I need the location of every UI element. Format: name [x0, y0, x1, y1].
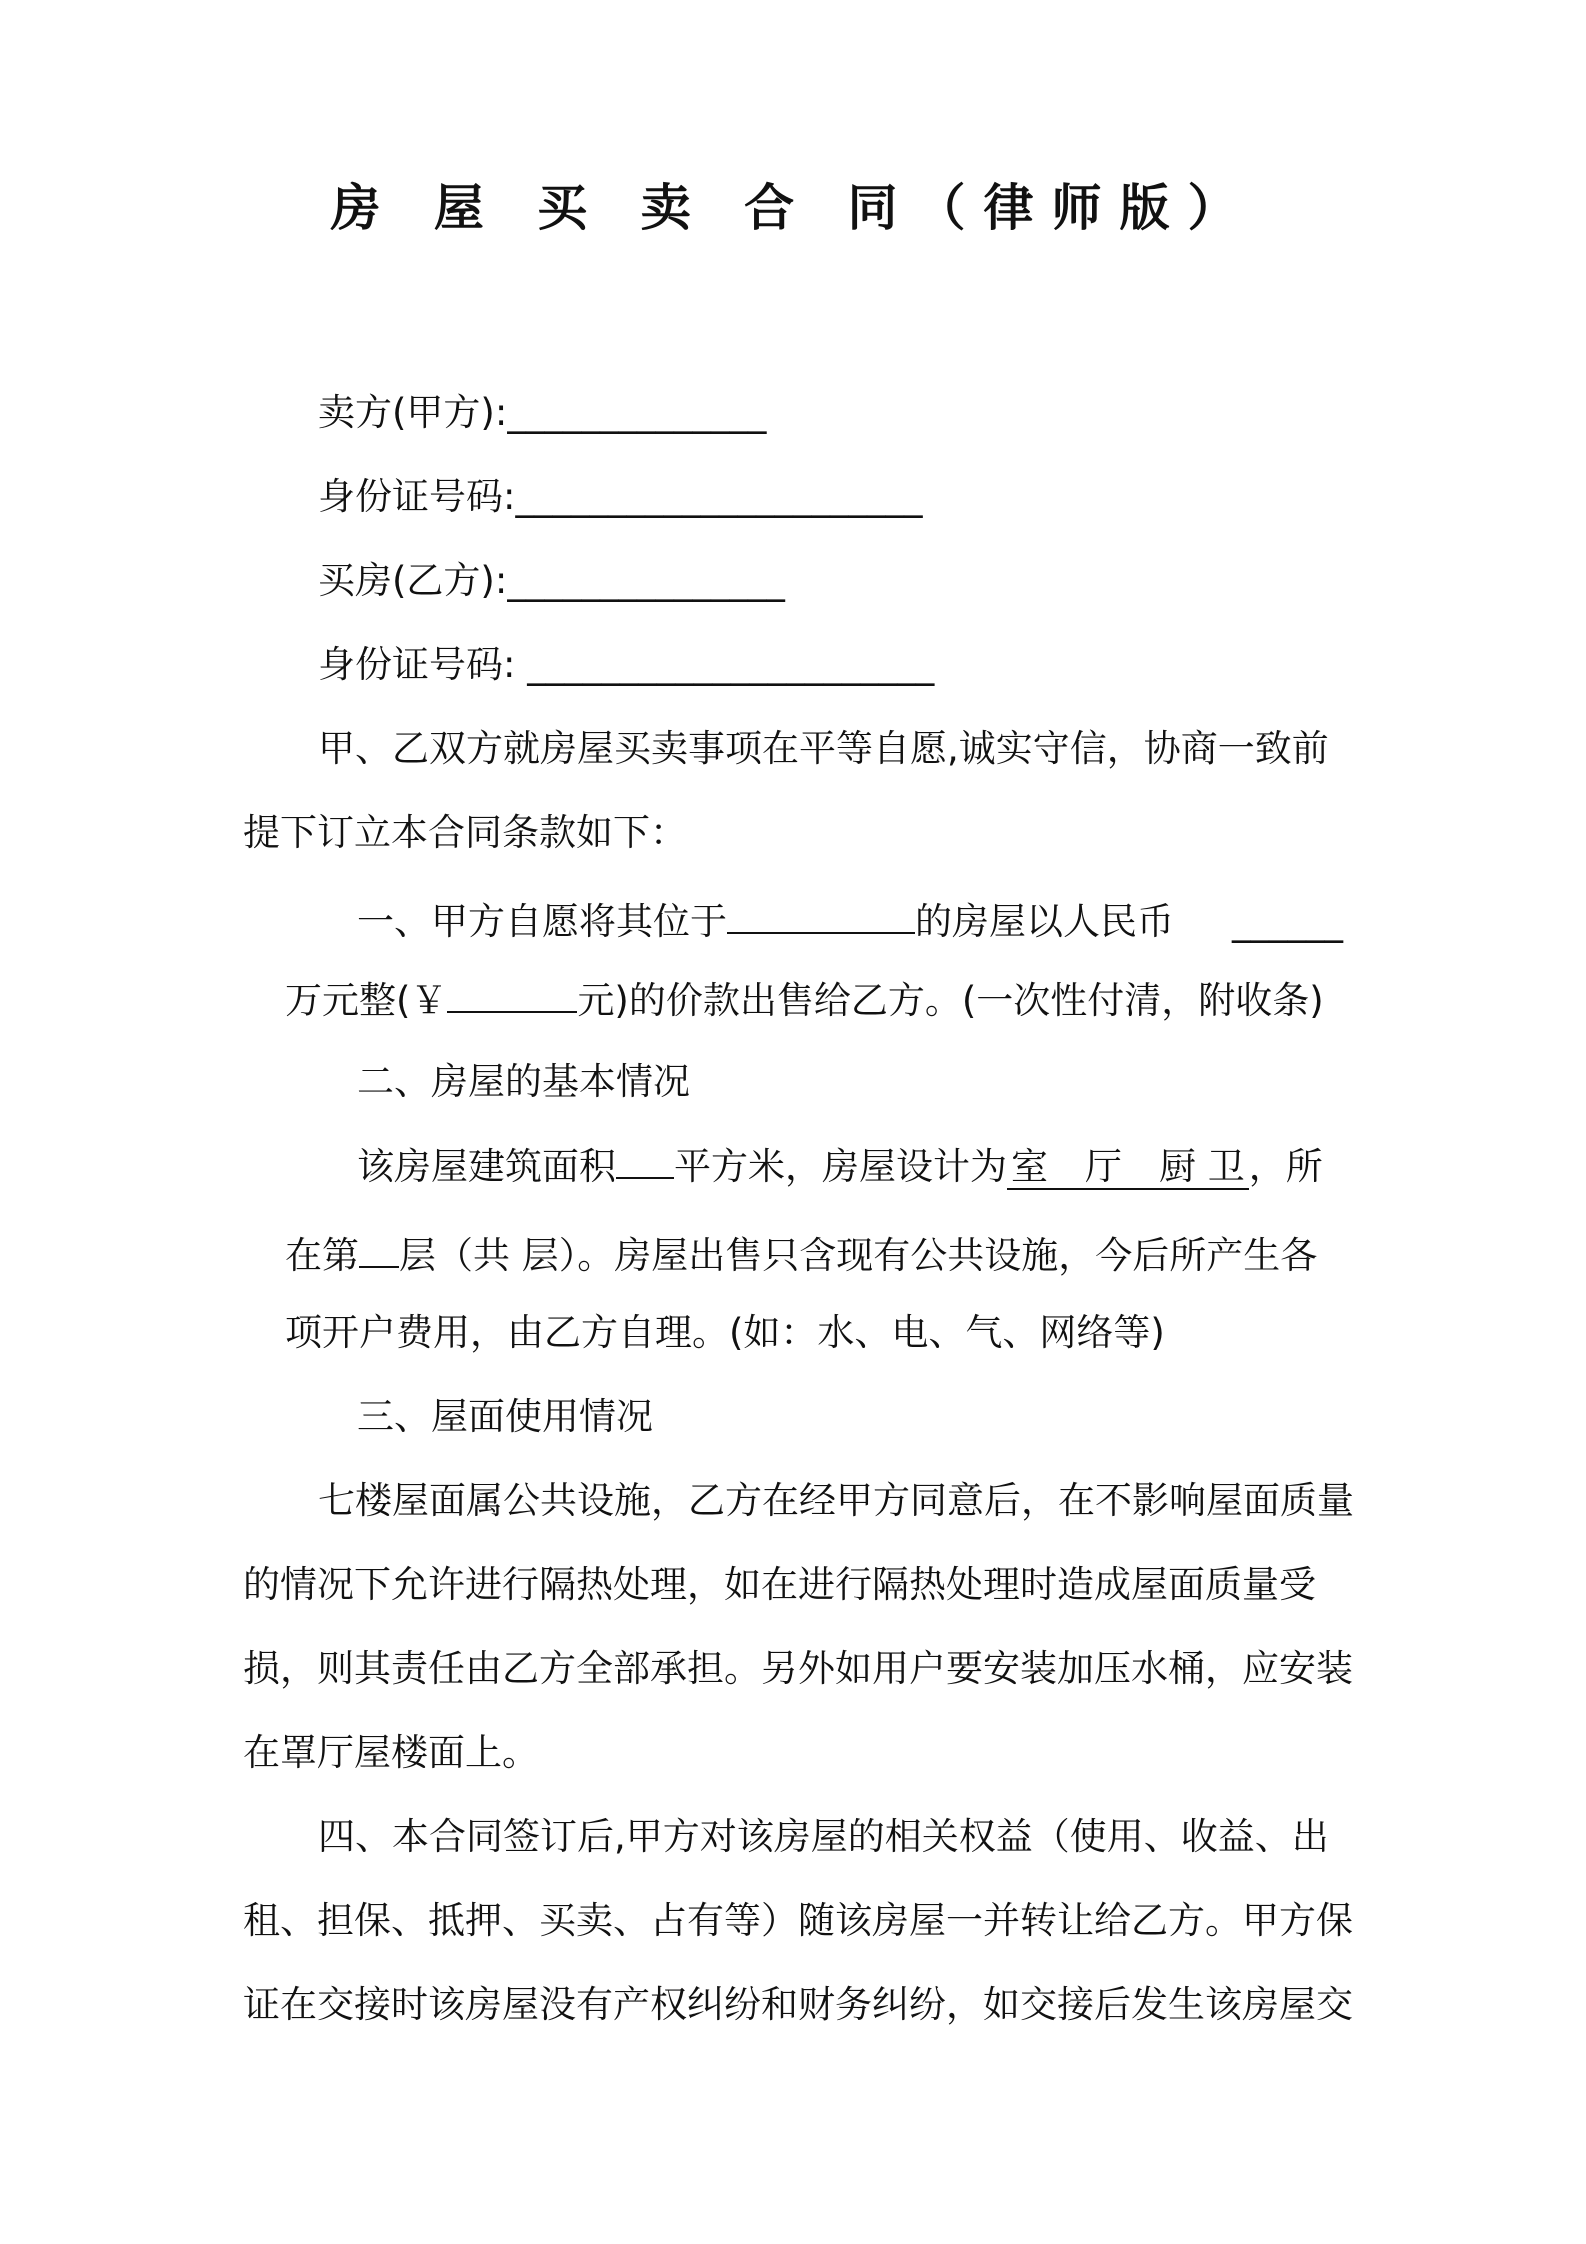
- clause2-text-c: ，所: [1248, 1145, 1323, 1188]
- area-blank[interactable]: [616, 1143, 674, 1179]
- clause3-heading: 三、屋面使用情况: [357, 1395, 653, 1438]
- clause2-line-2: [285, 1231, 1317, 1281]
- seller-label: 卖方(甲方):: [318, 391, 508, 434]
- seller-id-label: 身份证号码:: [318, 475, 516, 518]
- clause4-line-1: 四、本合同签订后,甲方对该房屋的相关权益（使用、收益、出: [318, 1815, 1329, 1858]
- buyer-label: 买房(乙方):: [318, 559, 508, 602]
- seller-blank[interactable]: ______________: [507, 391, 767, 434]
- clause1-text-b: 的房屋以人民币: [915, 900, 1174, 943]
- clause1-text-a: 一、甲方自愿将其位于: [357, 900, 727, 943]
- price-blank[interactable]: ______: [1232, 900, 1343, 943]
- clause3-line-3: 损，则其责任由乙方全部承担。另外如用户要安装加压水桶，应安装: [243, 1647, 1353, 1690]
- floor-blank[interactable]: [359, 1232, 399, 1268]
- clause1-line-1: [357, 897, 1343, 947]
- clause1-text-c: 万元整(￥: [285, 979, 448, 1022]
- seller-id-blank[interactable]: ______________________: [515, 475, 923, 518]
- seller-field: [318, 388, 766, 438]
- preamble-line-2: 提下订立本合同条款如下：: [243, 811, 687, 854]
- buyer-field: [318, 556, 785, 606]
- price-number-blank[interactable]: [447, 977, 577, 1013]
- buyer-blank[interactable]: _______________: [507, 559, 785, 602]
- clause3-line-1: 七楼屋面属公共设施，乙方在经甲方同意后，在不影响屋面质量: [318, 1479, 1354, 1522]
- clause4-line-2: 租、担保、抵押、买卖、占有等）随该房屋一并转让给乙方。甲方保: [243, 1899, 1353, 1942]
- clause2-text-d: 在第: [285, 1234, 359, 1277]
- buyer-id-blank[interactable]: ______________________: [527, 643, 935, 686]
- clause1-text-d: 元)的价款出售给乙方。(一次性付清，附收条): [577, 979, 1324, 1022]
- clause4-line-3: 证在交接时该房屋没有产权纠纷和财务纠纷，如交接后发生该房屋交: [243, 1983, 1353, 2026]
- seller-id-field: [318, 472, 922, 522]
- clause2-text-a: 该房屋建筑面积: [357, 1145, 616, 1188]
- document-title: 房 屋 买 卖 合 同（律师版）: [330, 179, 1256, 237]
- buyer-id-field: [318, 640, 934, 690]
- clause2-line-1: [357, 1142, 1323, 1192]
- room-layout-field[interactable]: 室 厅 厨 卫: [1007, 1145, 1249, 1190]
- clause1-line-2: [285, 976, 1324, 1026]
- clause2-heading: 二、房屋的基本情况: [357, 1060, 690, 1103]
- clause2-line-3: 项开户费用，由乙方自理。(如：水、电、气、网络等): [285, 1311, 1165, 1354]
- clause3-line-4: 在罩厅屋楼面上。: [243, 1731, 539, 1774]
- clause3-line-2: 的情况下允许进行隔热处理，如在进行隔热处理时造成屋面质量受: [243, 1563, 1316, 1606]
- preamble-line-1: 甲、乙双方就房屋买卖事项在平等自愿,诚实守信，协商一致前: [318, 727, 1329, 770]
- buyer-id-label: 身份证号码:: [318, 643, 528, 686]
- location-blank[interactable]: [727, 898, 915, 934]
- clause2-text-b: 平方米，房屋设计为: [674, 1145, 1007, 1188]
- clause2-text-e: 层（共 层）。房屋出售只含现有公共设施，今后所产生各: [399, 1234, 1318, 1277]
